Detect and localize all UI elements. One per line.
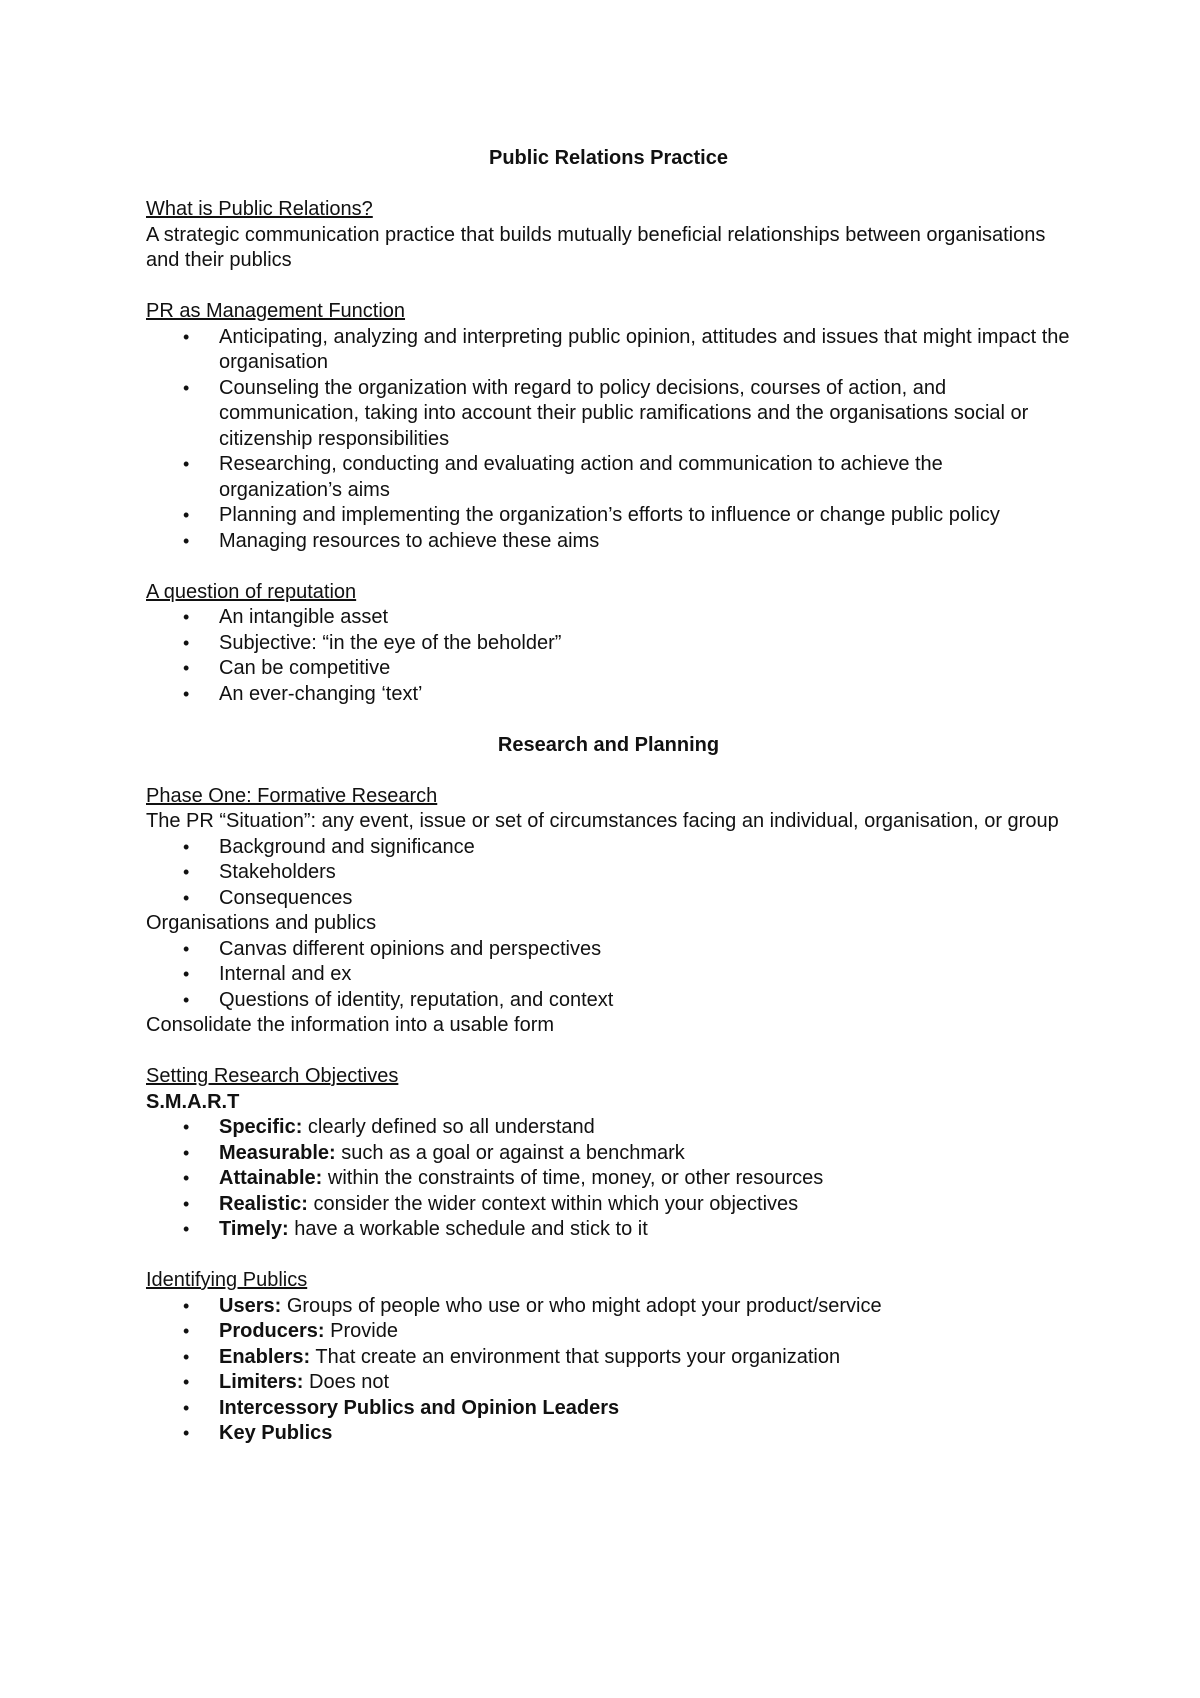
- list-item: [146, 325, 1071, 376]
- list-item: [146, 1192, 1071, 1218]
- bullet-icon: •: [183, 377, 190, 398]
- list-item-text: Consequences: [219, 886, 353, 909]
- list-item-term: Measurable:: [219, 1141, 336, 1164]
- bullet-icon: •: [183, 989, 190, 1010]
- document-content: [146, 146, 1071, 1447]
- publics-list: [146, 1294, 1071, 1447]
- spacer: [146, 758, 1071, 784]
- smart-label: S.M.A.R.T: [146, 1090, 240, 1113]
- list-item-text: such as a goal or against a benchmark: [335, 1141, 685, 1164]
- bullet-icon: •: [183, 1321, 190, 1341]
- list-item-text: Planning and implementing the organization’s efforts to influence or change public policy: [219, 504, 1000, 526]
- bullet-icon: •: [183, 1423, 190, 1443]
- bullet-icon: •: [183, 1372, 190, 1392]
- list-item-term: Enablers:: [219, 1345, 311, 1368]
- heading-setting-objectives: Setting Research Objectives: [146, 1065, 399, 1087]
- spacer: [146, 554, 1071, 580]
- bullet-icon: •: [183, 326, 190, 347]
- list-item-text: Questions of identity, reputation, and context: [219, 988, 614, 1011]
- list-item: [146, 503, 1071, 529]
- smart-list: [146, 1115, 1071, 1243]
- list-item-text: Background and significance: [219, 835, 475, 858]
- heading-what-is-pr: What is Public Relations?: [146, 198, 373, 220]
- list-item: [146, 376, 1071, 453]
- list-item-term: Limiters:: [219, 1371, 304, 1393]
- list-item-term: Intercessory Publics and Opinion Leaders: [219, 1396, 620, 1419]
- bullet-icon: •: [183, 1117, 190, 1137]
- list-item-term: Timely:: [219, 1218, 289, 1240]
- heading-question-of-reputation: A question of reputation: [146, 580, 357, 603]
- title-public-relations-practice: Public Relations Practice: [489, 147, 728, 169]
- list-item: [146, 631, 1071, 657]
- list-item-text: Anticipating, analyzing and interpreting public opinion, attitudes and issues that might impact the organisation: [219, 325, 1070, 373]
- list-item-text: Researching, conducting and evaluating action and communication to achieve the organization’s aims: [219, 453, 943, 501]
- list-item: [146, 1421, 1071, 1447]
- bullet-icon: •: [183, 607, 190, 627]
- list-item: [146, 937, 1071, 963]
- list-item: [146, 835, 1071, 861]
- list-item: [146, 1345, 1071, 1371]
- list-item: [146, 860, 1071, 886]
- list-item: [146, 962, 1071, 988]
- heading-identifying-publics: Identifying Publics: [146, 1269, 308, 1291]
- bullet-icon: •: [183, 1295, 190, 1316]
- list-item-text: Subjective: “in the eye of the beholder”: [219, 631, 562, 654]
- list-item: [146, 1115, 1071, 1141]
- bullet-icon: •: [183, 683, 190, 704]
- consolidate-text: Consolidate the information into a usable form: [146, 1014, 555, 1036]
- bullet-icon: •: [183, 1219, 190, 1239]
- list-item-text: clearly defined so all understand: [302, 1116, 595, 1138]
- reputation-list: [146, 605, 1071, 707]
- list-item: [146, 529, 1071, 555]
- bullet-icon: •: [183, 1346, 190, 1367]
- heading-phase-one: Phase One: Formative Research: [146, 784, 438, 807]
- list-item: [146, 1319, 1071, 1345]
- list-item-text: Canvas different opinions and perspectives: [219, 937, 602, 960]
- bullet-icon: •: [183, 1142, 190, 1163]
- bullet-icon: •: [183, 505, 190, 525]
- list-item: [146, 1396, 1071, 1422]
- bullet-icon: •: [183, 862, 190, 882]
- list-item-text: That create an environment that supports your organization: [310, 1345, 841, 1368]
- organisations-list: [146, 937, 1071, 1014]
- organisations-publics-text: Organisations and publics: [146, 912, 377, 934]
- list-item-text: Internal and ex: [219, 963, 352, 985]
- list-item: [146, 605, 1071, 631]
- bullet-icon: •: [183, 1168, 190, 1188]
- list-item: [146, 1370, 1071, 1396]
- title-research-and-planning: Research and Planning: [497, 733, 720, 756]
- list-item: [146, 452, 1071, 503]
- list-item-term: Users:: [219, 1294, 282, 1317]
- spacer: [146, 707, 1071, 733]
- list-item-text: An ever-changing ‘text’: [219, 682, 423, 705]
- list-item: [146, 886, 1071, 912]
- situation-list: [146, 835, 1071, 912]
- list-item-text: Stakeholders: [219, 861, 336, 883]
- list-item-text: Managing resources to achieve these aims: [219, 529, 600, 552]
- bullet-icon: •: [183, 632, 190, 653]
- list-item-term: Attainable:: [219, 1167, 323, 1189]
- list-item-term: Key Publics: [219, 1422, 333, 1444]
- list-item-text: Can be competitive: [219, 657, 391, 679]
- heading-pr-management-function: PR as Management Function: [146, 300, 406, 322]
- bullet-icon: •: [183, 964, 190, 984]
- list-item: [146, 1166, 1071, 1192]
- situation-text: The PR “Situation”: any event, issue or set of circumstances facing an individual, organisation, or group: [146, 810, 1059, 832]
- bullet-icon: •: [183, 530, 190, 551]
- list-item-text: have a workable schedule and stick to it: [288, 1218, 648, 1240]
- bullet-icon: •: [183, 1193, 190, 1214]
- list-item-text: An intangible asset: [219, 606, 389, 628]
- spacer: [146, 274, 1071, 300]
- spacer: [146, 1039, 1071, 1065]
- bullet-icon: •: [183, 658, 190, 678]
- pr-definition: A strategic communication practice that builds mutually beneficial relationships between organisations and their publics: [146, 223, 1046, 271]
- bullet-icon: •: [183, 887, 190, 908]
- bullet-icon: •: [183, 1397, 190, 1418]
- list-item: [146, 1141, 1071, 1167]
- bullet-icon: •: [183, 938, 190, 959]
- list-item-term: Specific:: [219, 1116, 303, 1138]
- list-item: [146, 1294, 1071, 1320]
- list-item-text: Counseling the organization with regard to policy decisions, courses of action, and communication, taking into account their public ramifications and the organisations social or citizenship responsibilities: [219, 376, 1029, 450]
- list-item-text: Groups of people who use or who might adopt your product/service: [281, 1294, 882, 1317]
- list-item: [146, 682, 1071, 708]
- bullet-icon: •: [183, 454, 190, 474]
- list-item: [146, 988, 1071, 1014]
- list-item: [146, 656, 1071, 682]
- list-item-term: Producers:: [219, 1320, 325, 1342]
- list-item-text: Does not: [303, 1371, 390, 1393]
- management-function-list: [146, 325, 1071, 555]
- list-item: [146, 1217, 1071, 1243]
- list-item-text: Provide: [324, 1320, 398, 1342]
- list-item-text: within the constraints of time, money, or other resources: [322, 1167, 824, 1189]
- spacer: [146, 172, 1071, 198]
- list-item-text: consider the wider context within which your objectives: [307, 1192, 799, 1215]
- list-item-term: Realistic:: [219, 1192, 308, 1215]
- spacer: [146, 1243, 1071, 1269]
- bullet-icon: •: [183, 836, 190, 857]
